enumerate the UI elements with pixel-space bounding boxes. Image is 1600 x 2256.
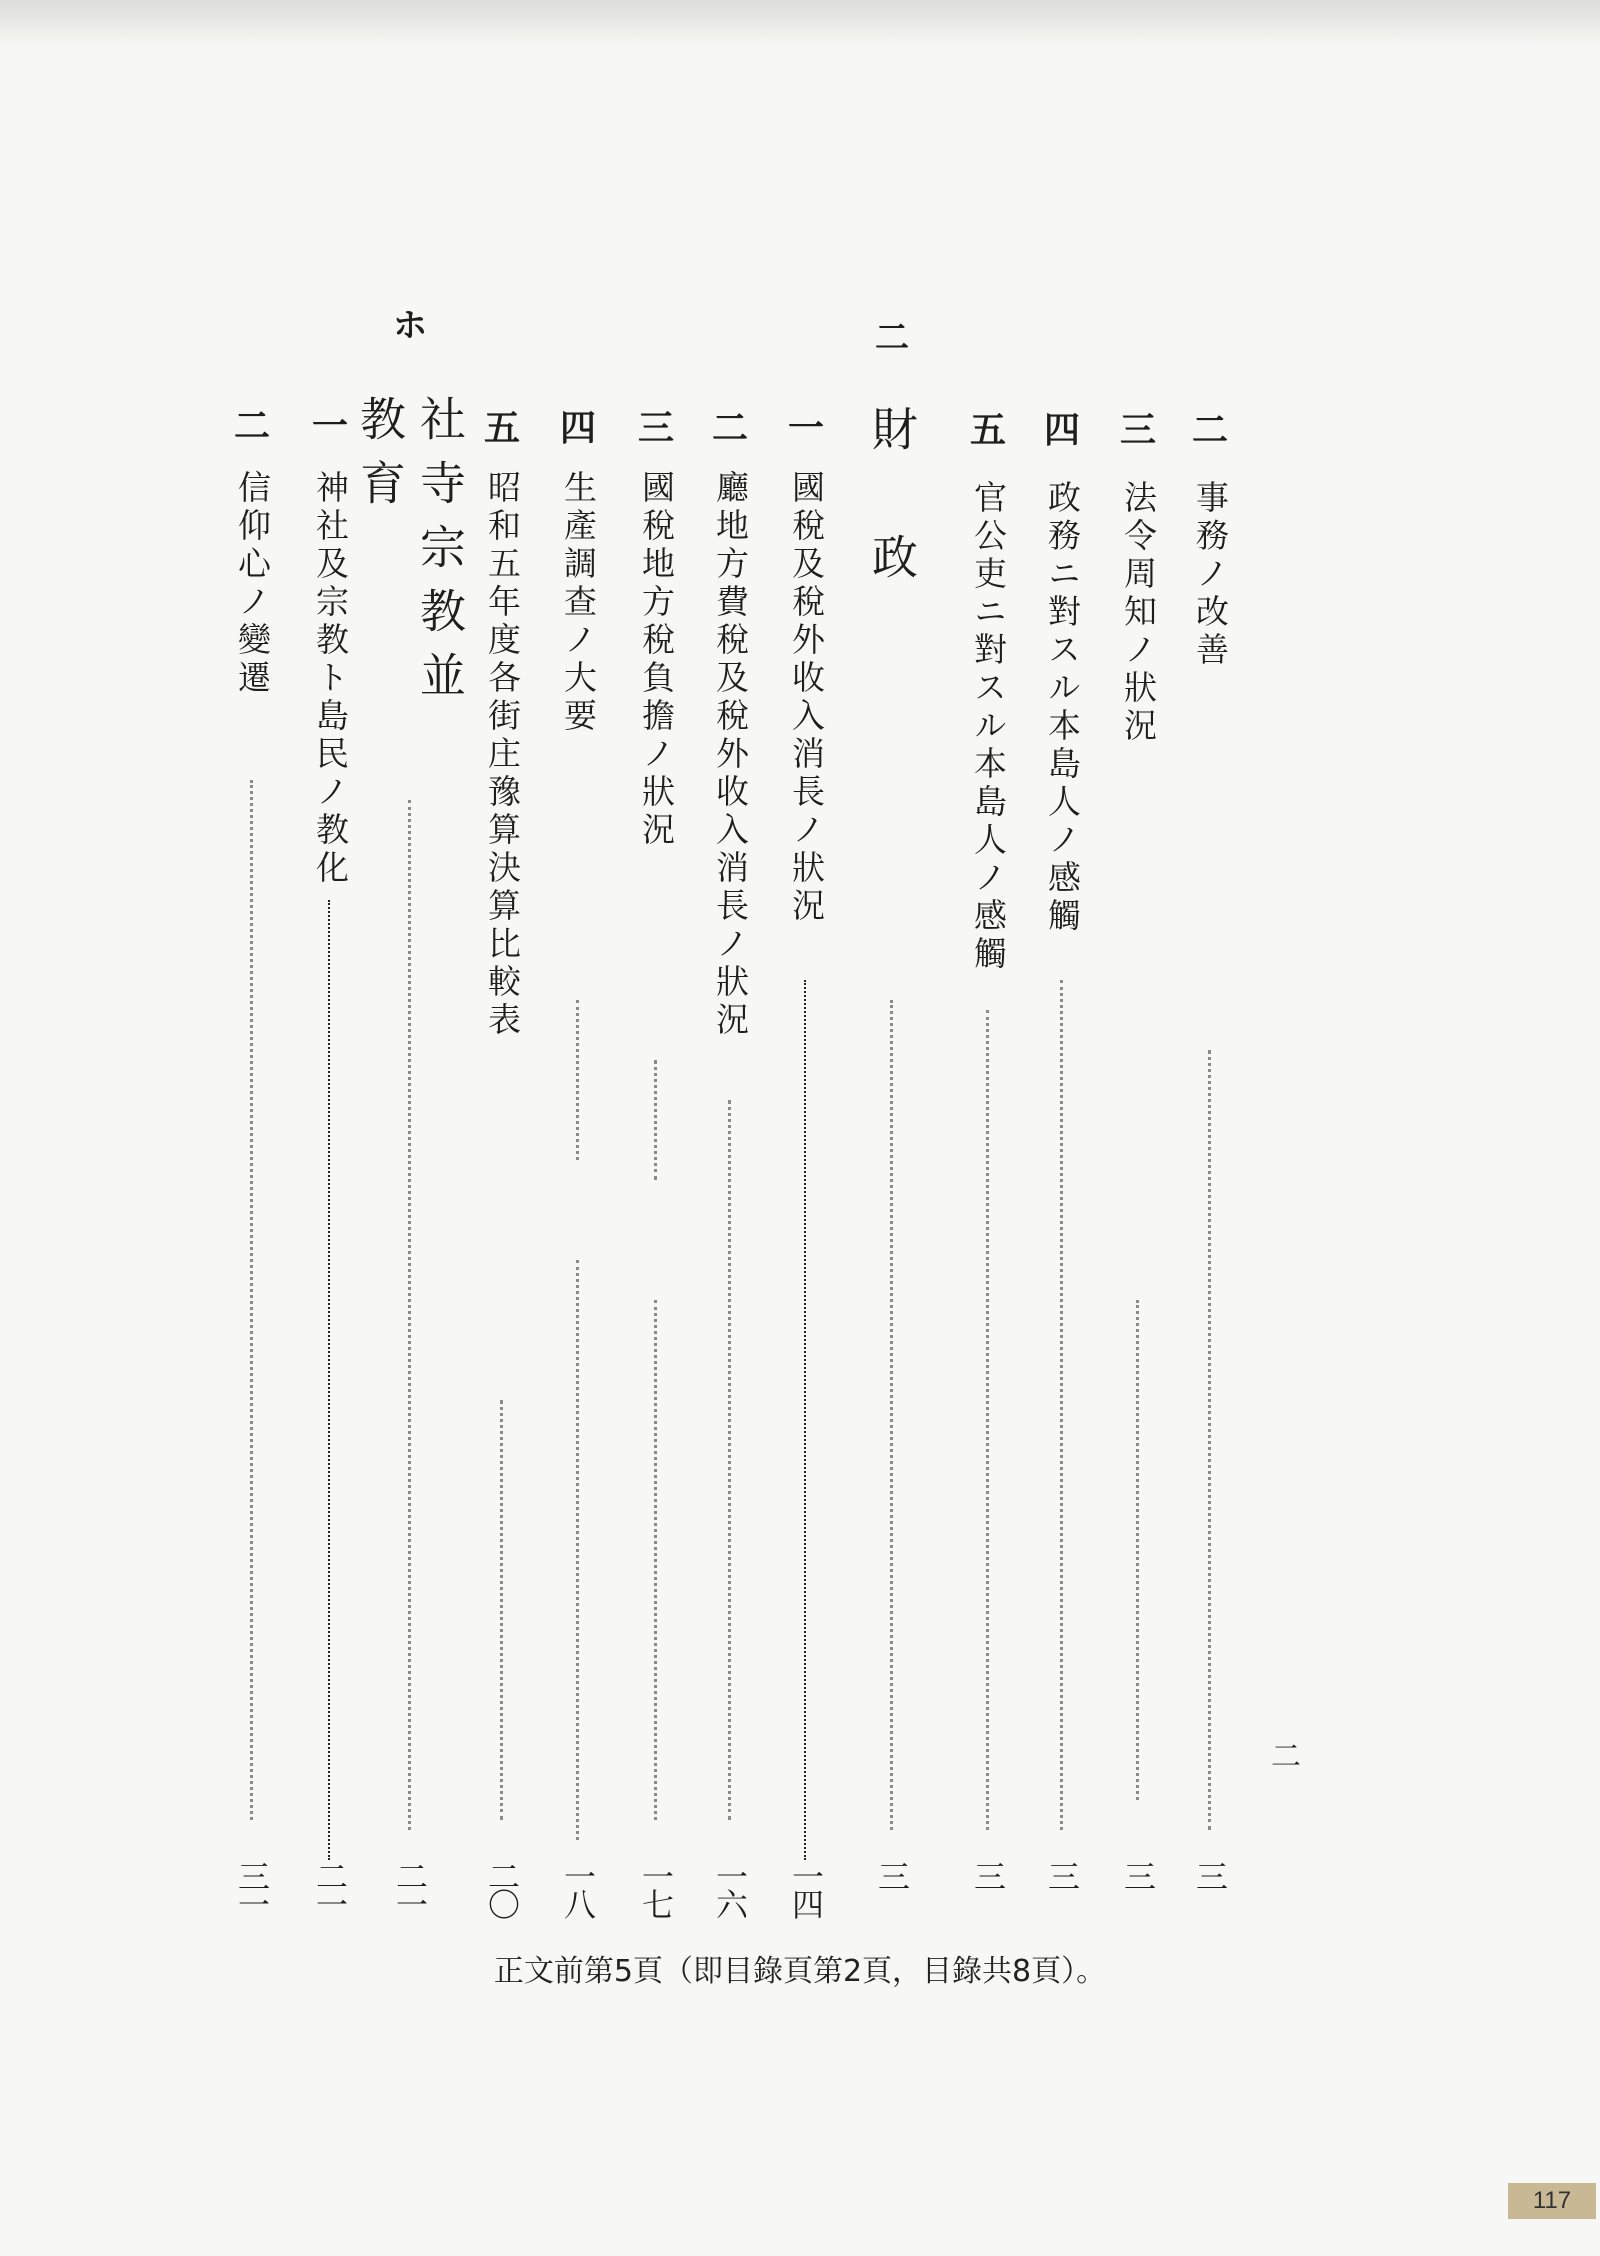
entry-number: 四 (559, 407, 596, 449)
section-title: 財 政 (865, 405, 919, 597)
leader-dots (728, 1100, 731, 1820)
entry-number: 五 (969, 409, 1006, 451)
entry-number: 四 (1043, 409, 1080, 451)
entry-title: 廳地方費稅及稅外收入消長ノ狀況 (711, 470, 750, 1040)
leader-dots (1208, 1050, 1211, 1830)
entry-page: 三 (1191, 1860, 1229, 1888)
leader-dots (804, 980, 806, 1860)
entry-number: 三 (1119, 409, 1156, 451)
entry-number: 二 (711, 407, 748, 449)
entry-page: 二一 (391, 1860, 429, 1916)
entry-title: 信仰心ノ變遷 (233, 470, 272, 698)
entry-number: 二 (1191, 409, 1228, 451)
entry-number: 一 (311, 405, 348, 447)
entry-title: 法令周知ノ狀況 (1119, 480, 1158, 746)
entry-page: 一七 (637, 1860, 675, 1916)
leader-dots (1136, 1300, 1139, 1800)
entry-page: 三 (1119, 1860, 1157, 1888)
section-mark-2: 二 (875, 318, 909, 358)
leader-dots (890, 1000, 893, 1830)
side-page-number: 二 (1265, 1740, 1300, 1770)
entry-title: 政務ニ對スル本島人ノ感觸 (1043, 480, 1082, 936)
section-title: 社寺宗教並教育 (353, 395, 467, 715)
entry-title: 國稅及稅外收入消長ノ狀況 (787, 470, 826, 926)
section-mark-ho: ホ (393, 306, 427, 346)
entry-title: 神社及宗教ト島民ノ教化 (311, 470, 350, 888)
leader-dots (654, 1060, 657, 1180)
entry-number: 二 (233, 405, 270, 447)
entry-title: 官公吏ニ對スル本島人ノ感觸 (969, 480, 1008, 974)
entry-number: 一 (787, 407, 824, 449)
leader-dots (576, 1000, 579, 1160)
leader-dots (1060, 980, 1063, 1830)
entry-title: 昭和五年度各街庄豫算決算比較表 (483, 470, 522, 1040)
entry-title: 生產調查ノ大要 (559, 470, 598, 736)
page-caption: 正文前第5頁（即目錄頁第2頁，目錄共8頁）。 (493, 1954, 1107, 1989)
entry-page: 一四 (787, 1860, 825, 1916)
entry-page: 一六 (711, 1860, 749, 1916)
entry-number: 三 (637, 407, 674, 449)
entry-page: 三 (1043, 1860, 1081, 1888)
entry-page: 一八 (559, 1860, 597, 1916)
leader-dots (328, 900, 330, 1860)
entry-number: 五 (483, 407, 520, 449)
leader-dots (250, 780, 253, 1820)
folio-page-number: 117 (1508, 2183, 1596, 2219)
entry-page: 三一 (233, 1860, 271, 1916)
leader-dots (576, 1260, 579, 1840)
leader-dots (500, 1400, 503, 1820)
entry-page: 三 (969, 1860, 1007, 1888)
entry-page: 三 (873, 1860, 911, 1888)
leader-dots (654, 1300, 657, 1820)
entry-title: 國稅地方稅負擔ノ狀況 (637, 470, 676, 850)
entry-page: 二一 (311, 1860, 349, 1916)
leader-dots (986, 1010, 989, 1830)
leader-dots (408, 800, 411, 1830)
entry-page: 二〇 (483, 1860, 521, 1916)
entry-title: 事務ノ改善 (1191, 480, 1230, 670)
